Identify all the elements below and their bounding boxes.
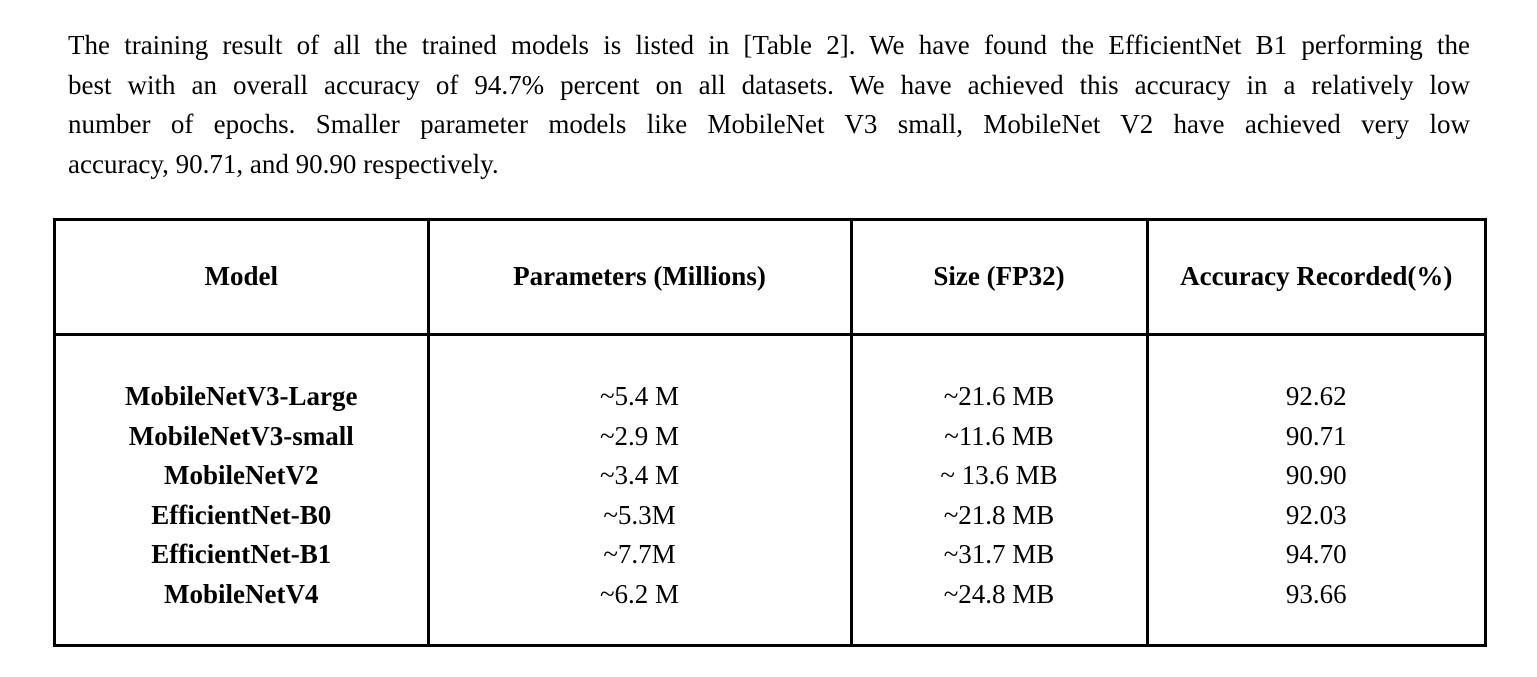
model-name: MobileNetV4 (164, 578, 319, 609)
parameters-value: ~5.4 M (599, 380, 680, 411)
size-value: ~24.8 MB (943, 578, 1055, 609)
model-list (56, 377, 427, 615)
parameters-value: ~2.9 M (599, 420, 680, 451)
parameters-column (428, 334, 851, 644)
header-model: Model (56, 221, 428, 334)
model-name: EfficientNet-B1 (151, 539, 332, 570)
paragraph-line: number of epochs. Smaller parameter models like MobileNet V3 small, MobileNet V2 have achieved very low (68, 109, 1470, 140)
results-table-grid (56, 221, 1484, 644)
accuracy-value: 92.62 (1285, 380, 1347, 411)
model-name: MobileNetV3-small (128, 420, 354, 451)
body-paragraph (68, 26, 1470, 184)
parameters-value: ~7.7M (603, 539, 676, 570)
size-list (853, 377, 1146, 615)
parameters-value: ~3.4 M (599, 460, 680, 491)
accuracy-value: 93.66 (1285, 578, 1347, 609)
accuracy-value: 90.71 (1285, 420, 1347, 451)
accuracy-value: 92.03 (1285, 499, 1347, 530)
size-value: ~11.6 MB (944, 420, 1054, 451)
size-column (851, 334, 1147, 644)
header-row (56, 221, 1484, 334)
table-row (56, 334, 1484, 644)
size-value: ~21.8 MB (943, 499, 1055, 530)
paragraph-line: best with an overall accuracy of 94.7% percent on all datasets. We have achieved this accuracy in a relatively low (68, 69, 1470, 100)
paragraph-line: accuracy, 90.71, and 90.90 respectively. (68, 148, 499, 179)
model-name: EfficientNet-B0 (151, 499, 332, 530)
parameters-value: ~5.3M (603, 499, 676, 530)
size-value: ~31.7 MB (943, 539, 1055, 570)
paragraph-line: The training result of all the trained models is listed in [Table 2]. We have found the EfficientNet B1 performing the (68, 30, 1470, 60)
parameters-value: ~6.2 M (599, 578, 680, 609)
accuracy-column (1147, 334, 1484, 644)
header-size: Size (FP32) (851, 221, 1147, 334)
model-column (56, 334, 428, 644)
accuracy-value: 94.70 (1285, 539, 1347, 570)
size-value: ~21.6 MB (943, 380, 1055, 411)
model-name: MobileNetV3-Large (125, 380, 358, 411)
accuracy-list (1149, 377, 1485, 615)
size-value: ~ 13.6 MB (940, 460, 1058, 491)
header-accuracy: Accuracy Recorded(%) (1147, 221, 1484, 334)
results-table (53, 218, 1487, 647)
header-parameters: Parameters (Millions) (428, 221, 851, 334)
model-name: MobileNetV2 (164, 460, 319, 491)
parameters-list (430, 377, 850, 615)
accuracy-value: 90.90 (1285, 460, 1347, 491)
table-header (56, 221, 1484, 334)
table-body (56, 334, 1484, 644)
